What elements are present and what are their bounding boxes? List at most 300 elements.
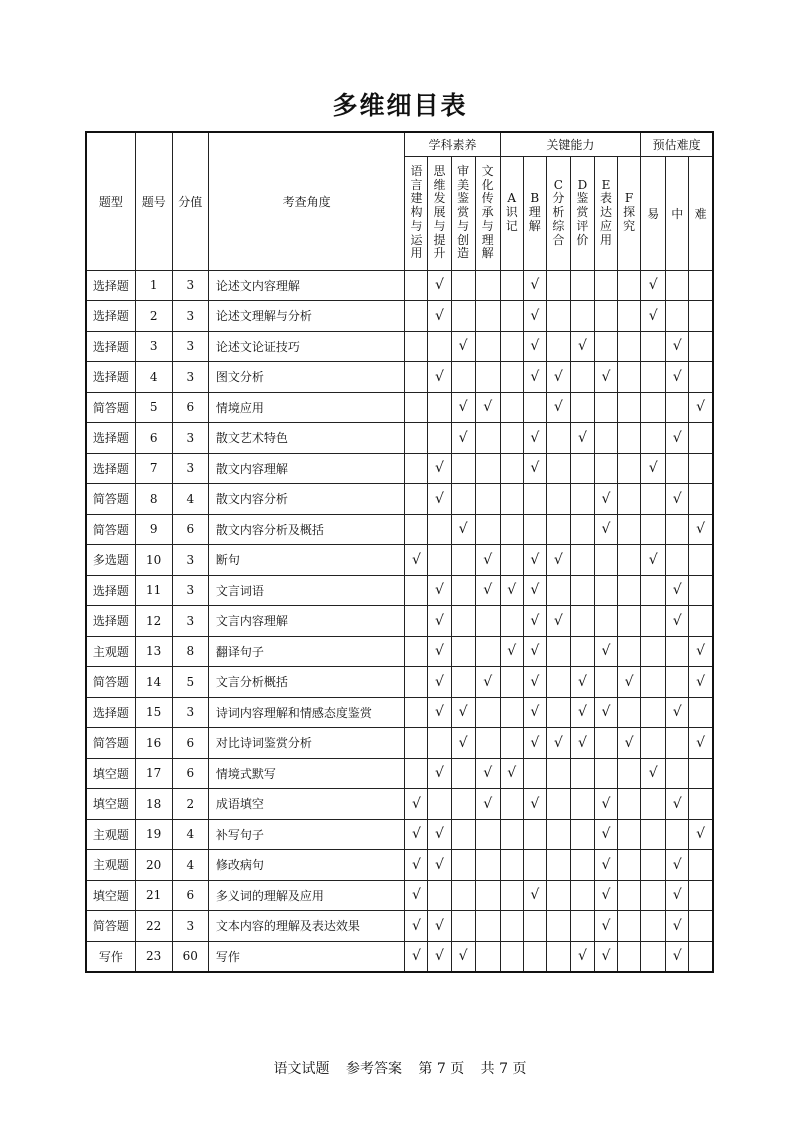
difficulty-cell <box>666 697 689 728</box>
literacy-cell <box>475 941 500 972</box>
literacy-cell <box>451 819 475 850</box>
cell-score: 3 <box>172 545 208 576</box>
cell-angle: 对比诗词鉴赏分析 <box>208 728 405 759</box>
cell-type: 选择题 <box>86 423 135 454</box>
difficulty-cell <box>641 819 666 850</box>
literacy-cell <box>451 728 475 759</box>
literacy-cell <box>475 819 500 850</box>
ability-cell <box>546 270 570 301</box>
table-row <box>86 941 713 972</box>
difficulty-cell <box>666 362 689 393</box>
table-row <box>86 880 713 911</box>
literacy-cell <box>451 667 475 698</box>
ability-cell <box>570 758 594 789</box>
literacy-cell <box>428 362 451 393</box>
check-mark: √ <box>530 429 540 446</box>
check-mark: √ <box>577 734 587 751</box>
ability-cell <box>594 606 617 637</box>
difficulty-cell <box>641 850 666 881</box>
ability-cell <box>523 484 546 515</box>
ability-cell <box>594 667 617 698</box>
difficulty-cell <box>641 789 666 820</box>
ability-cell <box>546 301 570 332</box>
difficulty-cell <box>666 911 689 942</box>
header-ability-letter: F <box>624 191 634 206</box>
ability-cell <box>594 514 617 545</box>
ability-cell <box>546 484 570 515</box>
check-mark: √ <box>458 399 468 416</box>
literacy-cell <box>475 484 500 515</box>
ability-cell <box>500 423 523 454</box>
check-mark: √ <box>648 460 658 477</box>
ability-cell <box>594 789 617 820</box>
literacy-cell <box>475 850 500 881</box>
cell-angle: 断句 <box>208 545 405 576</box>
literacy-cell <box>405 636 428 667</box>
ability-cell <box>500 331 523 362</box>
literacy-cell <box>405 362 428 393</box>
cell-angle: 诗词内容理解和情感态度鉴赏 <box>208 697 405 728</box>
literacy-cell <box>428 941 451 972</box>
check-mark: √ <box>483 795 493 812</box>
header-ability-label: 识记 <box>505 205 518 233</box>
check-mark: √ <box>672 887 682 904</box>
cell-angle: 情境应用 <box>208 392 405 423</box>
check-mark: √ <box>624 673 634 690</box>
ability-cell <box>523 819 546 850</box>
cell-number: 15 <box>135 697 172 728</box>
cell-angle: 论述文内容理解 <box>208 270 405 301</box>
literacy-cell <box>428 453 451 484</box>
ability-cell <box>594 453 617 484</box>
cell-type: 选择题 <box>86 453 135 484</box>
difficulty-cell <box>689 911 713 942</box>
cell-type: 简答题 <box>86 484 135 515</box>
cell-number: 19 <box>135 819 172 850</box>
header-ability-5 <box>618 156 641 270</box>
literacy-cell <box>428 514 451 545</box>
check-mark: √ <box>435 826 444 843</box>
literacy-cell <box>475 667 500 698</box>
cell-angle: 散文内容理解 <box>208 453 405 484</box>
literacy-cell <box>451 850 475 881</box>
check-mark: √ <box>530 643 540 660</box>
literacy-cell <box>451 911 475 942</box>
check-mark: √ <box>435 368 444 385</box>
header-ability-label: 理解 <box>528 205 541 233</box>
table-row <box>86 453 713 484</box>
ability-cell <box>594 545 617 576</box>
literacy-cell <box>475 880 500 911</box>
check-mark: √ <box>672 429 682 446</box>
ability-cell <box>594 911 617 942</box>
ability-cell <box>523 758 546 789</box>
check-mark: √ <box>411 887 421 904</box>
difficulty-cell <box>689 880 713 911</box>
literacy-cell <box>405 392 428 423</box>
cell-score: 4 <box>172 819 208 850</box>
cell-score: 3 <box>172 606 208 637</box>
cell-score: 3 <box>172 270 208 301</box>
literacy-cell <box>405 453 428 484</box>
cell-type: 选择题 <box>86 697 135 728</box>
ability-cell <box>523 545 546 576</box>
check-mark: √ <box>672 856 682 873</box>
header-difficulty-0: 易 <box>641 156 666 270</box>
ability-cell <box>546 453 570 484</box>
literacy-cell <box>451 392 475 423</box>
check-mark: √ <box>601 795 611 812</box>
check-mark: √ <box>601 521 611 538</box>
difficulty-cell <box>666 545 689 576</box>
literacy-cell <box>405 331 428 362</box>
difficulty-cell <box>666 301 689 332</box>
cell-type: 填空题 <box>86 758 135 789</box>
ability-cell <box>570 636 594 667</box>
cell-number: 3 <box>135 331 172 362</box>
difficulty-cell <box>666 667 689 698</box>
literacy-cell <box>451 789 475 820</box>
cell-angle: 写作 <box>208 941 405 972</box>
ability-cell <box>523 789 546 820</box>
ability-cell <box>523 606 546 637</box>
check-mark: √ <box>530 704 540 721</box>
ability-cell <box>594 392 617 423</box>
ability-cell <box>594 880 617 911</box>
literacy-cell <box>451 423 475 454</box>
ability-cell <box>546 423 570 454</box>
cell-number: 14 <box>135 667 172 698</box>
literacy-cell <box>475 545 500 576</box>
header-ability-1 <box>523 156 546 270</box>
ability-cell <box>523 331 546 362</box>
literacy-cell <box>428 392 451 423</box>
footer-total: 共 7 页 <box>480 1061 527 1077</box>
literacy-cell <box>475 453 500 484</box>
cell-type: 选择题 <box>86 606 135 637</box>
table-row <box>86 423 713 454</box>
header-literacy-3 <box>475 156 500 270</box>
check-mark: √ <box>601 948 611 964</box>
ability-cell <box>570 880 594 911</box>
header-group-difficulty: 预估难度 <box>641 132 713 156</box>
table-row <box>86 514 713 545</box>
ability-cell <box>618 636 641 667</box>
header-difficulty-1: 中 <box>666 156 689 270</box>
ability-cell <box>618 819 641 850</box>
literacy-cell <box>451 301 475 332</box>
table-row <box>86 819 713 850</box>
cell-type: 简答题 <box>86 667 135 698</box>
check-mark: √ <box>601 826 611 843</box>
cell-score: 6 <box>172 758 208 789</box>
ability-cell <box>570 545 594 576</box>
check-mark: √ <box>458 734 468 751</box>
ability-cell <box>523 880 546 911</box>
check-mark: √ <box>435 460 444 477</box>
literacy-cell <box>405 270 428 301</box>
difficulty-cell <box>689 453 713 484</box>
cell-angle: 情境式默写 <box>208 758 405 789</box>
ability-cell <box>594 423 617 454</box>
ability-cell <box>618 545 641 576</box>
ability-cell <box>570 423 594 454</box>
cell-type: 主观题 <box>86 636 135 667</box>
ability-cell <box>618 880 641 911</box>
literacy-cell <box>405 819 428 850</box>
ability-cell <box>618 331 641 362</box>
ability-cell <box>570 331 594 362</box>
cell-number: 6 <box>135 423 172 454</box>
literacy-cell <box>428 484 451 515</box>
difficulty-cell <box>641 697 666 728</box>
cell-type: 写作 <box>86 941 135 972</box>
header-ability-letter: D <box>577 177 588 192</box>
check-mark: √ <box>411 551 421 568</box>
literacy-cell <box>428 270 451 301</box>
literacy-cell <box>428 667 451 698</box>
ability-cell <box>546 606 570 637</box>
ability-cell <box>500 453 523 484</box>
cell-score: 4 <box>172 484 208 515</box>
ability-cell <box>570 301 594 332</box>
ability-cell <box>570 941 594 972</box>
literacy-cell <box>405 514 428 545</box>
cell-score: 6 <box>172 514 208 545</box>
check-mark: √ <box>577 673 587 690</box>
ability-cell <box>523 636 546 667</box>
cell-number: 16 <box>135 728 172 759</box>
check-mark: √ <box>411 826 421 843</box>
ability-cell <box>570 911 594 942</box>
ability-cell <box>500 819 523 850</box>
check-mark: √ <box>411 948 421 964</box>
check-mark: √ <box>553 612 563 629</box>
cell-angle: 论述文理解与分析 <box>208 301 405 332</box>
cell-type: 简答题 <box>86 911 135 942</box>
cell-number: 8 <box>135 484 172 515</box>
literacy-cell <box>405 606 428 637</box>
header-literacy-label: 文化传承与理解 <box>481 163 494 261</box>
difficulty-cell <box>666 331 689 362</box>
check-mark: √ <box>411 856 421 873</box>
ability-cell <box>546 575 570 606</box>
ability-cell <box>523 392 546 423</box>
ability-cell <box>618 453 641 484</box>
ability-cell <box>594 331 617 362</box>
difficulty-cell <box>641 911 666 942</box>
footer-subject: 语文试题 <box>273 1061 330 1077</box>
header-ability-2 <box>546 156 570 270</box>
literacy-cell <box>475 362 500 393</box>
difficulty-cell <box>641 606 666 637</box>
cell-type: 主观题 <box>86 819 135 850</box>
ability-cell <box>618 667 641 698</box>
ability-cell <box>546 728 570 759</box>
header-number: 题号 <box>135 132 172 270</box>
ability-cell <box>546 514 570 545</box>
ability-cell <box>594 484 617 515</box>
check-mark: √ <box>530 673 540 690</box>
check-mark: √ <box>530 460 540 477</box>
cell-number: 4 <box>135 362 172 393</box>
ability-cell <box>570 453 594 484</box>
difficulty-cell <box>689 301 713 332</box>
header-ability-letter: E <box>601 177 611 192</box>
literacy-cell <box>451 362 475 393</box>
cell-type: 主观题 <box>86 850 135 881</box>
cell-angle: 文言分析概括 <box>208 667 405 698</box>
ability-cell <box>618 514 641 545</box>
ability-cell <box>618 697 641 728</box>
ability-cell <box>594 697 617 728</box>
cell-angle: 文言内容理解 <box>208 606 405 637</box>
table-row <box>86 728 713 759</box>
ability-cell <box>618 941 641 972</box>
ability-cell <box>546 758 570 789</box>
ability-cell <box>546 911 570 942</box>
ability-cell <box>523 850 546 881</box>
check-mark: √ <box>577 429 587 446</box>
ability-cell <box>523 667 546 698</box>
header-ability-letter: B <box>530 191 540 206</box>
cell-type: 选择题 <box>86 301 135 332</box>
cell-angle: 成语填空 <box>208 789 405 820</box>
difficulty-cell <box>666 789 689 820</box>
cell-score: 3 <box>172 453 208 484</box>
difficulty-cell <box>641 575 666 606</box>
check-mark: √ <box>648 277 658 294</box>
check-mark: √ <box>553 399 563 416</box>
check-mark: √ <box>458 429 468 446</box>
check-mark: √ <box>435 948 444 964</box>
check-mark: √ <box>507 643 517 660</box>
ability-cell <box>523 575 546 606</box>
cell-number: 7 <box>135 453 172 484</box>
difficulty-cell <box>666 575 689 606</box>
ability-cell <box>500 850 523 881</box>
literacy-cell <box>475 911 500 942</box>
cell-type: 选择题 <box>86 331 135 362</box>
difficulty-cell <box>666 484 689 515</box>
literacy-cell <box>451 514 475 545</box>
difficulty-cell <box>666 880 689 911</box>
literacy-cell <box>405 758 428 789</box>
ability-cell <box>570 667 594 698</box>
check-mark: √ <box>648 765 658 782</box>
literacy-cell <box>428 758 451 789</box>
ability-cell <box>618 392 641 423</box>
literacy-cell <box>405 697 428 728</box>
cell-number: 2 <box>135 301 172 332</box>
cell-angle: 多义词的理解及应用 <box>208 880 405 911</box>
literacy-cell <box>428 301 451 332</box>
ability-cell <box>618 362 641 393</box>
ability-cell <box>500 484 523 515</box>
difficulty-cell <box>689 636 713 667</box>
difficulty-cell <box>641 423 666 454</box>
difficulty-cell <box>689 270 713 301</box>
difficulty-cell <box>666 453 689 484</box>
ability-cell <box>570 697 594 728</box>
difficulty-cell <box>666 758 689 789</box>
difficulty-cell <box>689 789 713 820</box>
header-literacy-label: 语言建构与运用 <box>410 163 423 261</box>
difficulty-cell <box>689 331 713 362</box>
check-mark: √ <box>577 704 587 721</box>
literacy-cell <box>405 423 428 454</box>
ability-cell <box>500 301 523 332</box>
cell-score: 3 <box>172 575 208 606</box>
literacy-cell <box>451 636 475 667</box>
difficulty-cell <box>666 392 689 423</box>
check-mark: √ <box>435 307 444 324</box>
difficulty-cell <box>666 850 689 881</box>
check-mark: √ <box>601 368 611 385</box>
literacy-cell <box>475 789 500 820</box>
literacy-cell <box>475 575 500 606</box>
check-mark: √ <box>530 612 540 629</box>
table-row <box>86 392 713 423</box>
cell-score: 6 <box>172 880 208 911</box>
literacy-cell <box>451 545 475 576</box>
cell-number: 13 <box>135 636 172 667</box>
check-mark: √ <box>530 734 540 751</box>
header-literacy-label: 审美鉴赏与创造 <box>457 163 470 261</box>
literacy-cell <box>451 758 475 789</box>
check-mark: √ <box>577 948 587 964</box>
cell-type: 简答题 <box>86 728 135 759</box>
ability-cell <box>618 911 641 942</box>
ability-cell <box>594 850 617 881</box>
difficulty-cell <box>689 575 713 606</box>
literacy-cell <box>405 880 428 911</box>
check-mark: √ <box>530 551 540 568</box>
ability-cell <box>546 636 570 667</box>
difficulty-cell <box>641 941 666 972</box>
difficulty-cell <box>641 270 666 301</box>
check-mark: √ <box>696 399 706 416</box>
literacy-cell <box>451 484 475 515</box>
check-mark: √ <box>696 521 706 538</box>
difficulty-cell <box>689 484 713 515</box>
ability-cell <box>500 514 523 545</box>
ability-cell <box>618 850 641 881</box>
check-mark: √ <box>672 368 682 385</box>
literacy-cell <box>405 728 428 759</box>
ability-cell <box>523 697 546 728</box>
ability-cell <box>570 362 594 393</box>
header-score: 分值 <box>172 132 208 270</box>
difficulty-cell <box>689 697 713 728</box>
literacy-cell <box>428 545 451 576</box>
ability-cell <box>546 880 570 911</box>
ability-cell <box>570 392 594 423</box>
cell-score: 4 <box>172 850 208 881</box>
check-mark: √ <box>435 490 444 507</box>
header-literacy-label: 思维发展与提升 <box>433 163 446 261</box>
difficulty-cell <box>689 392 713 423</box>
cell-number: 20 <box>135 850 172 881</box>
ability-cell <box>618 270 641 301</box>
ability-cell <box>523 362 546 393</box>
ability-cell <box>570 606 594 637</box>
ability-cell <box>500 545 523 576</box>
check-mark: √ <box>601 856 611 873</box>
ability-cell <box>618 301 641 332</box>
check-mark: √ <box>483 582 493 599</box>
ability-cell <box>618 758 641 789</box>
